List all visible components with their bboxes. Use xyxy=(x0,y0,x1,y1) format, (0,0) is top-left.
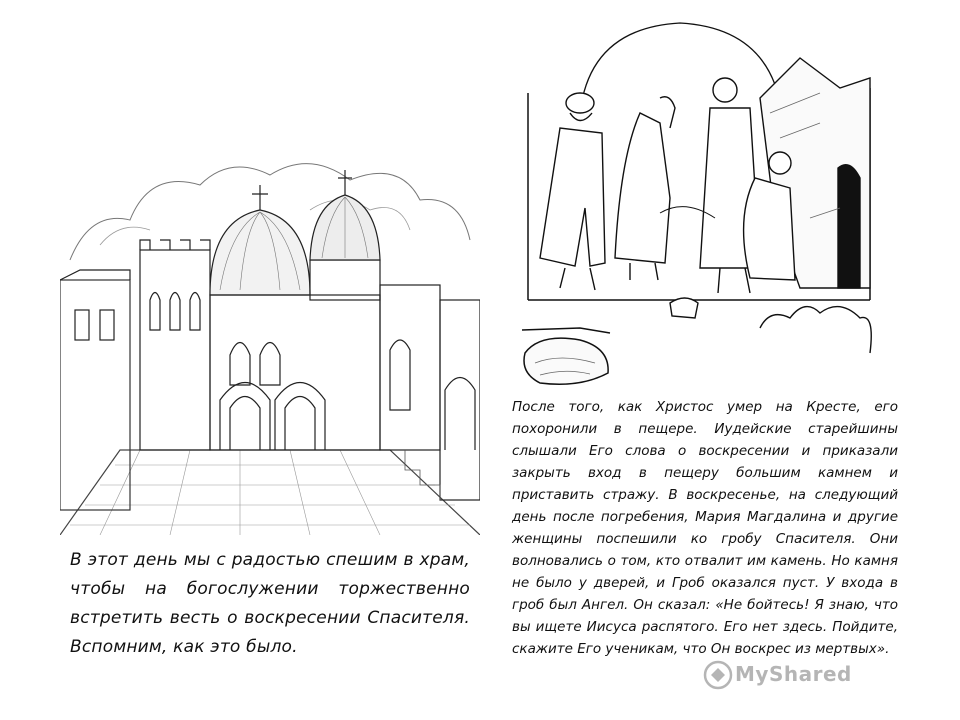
bell-tower xyxy=(140,250,210,450)
entrance-arch xyxy=(220,383,325,451)
cross-icon xyxy=(252,185,268,210)
figure-left xyxy=(540,93,605,290)
right-arch xyxy=(445,378,475,451)
intro-paragraph: В этот день мы с радостью спешим в храм, чтобы на богослужении торжественно встретить весть о воскресении Спасителя. Вспомним, как это было. xyxy=(70,550,470,657)
left-building xyxy=(60,280,130,510)
tomb-entrance xyxy=(838,165,860,288)
story-paragraph: После того, как Христос умер на Кресте, его похоронили в пещере. Иудейские старейшины слышали Его слова о воскресении и приказали закрыть вход в пещеру большим камнем и приставить стражу. В воскресенье, на следующий день после погребения, Мария Магдалина и другие женщины поспешили ко гробу Спасителя. Они волновались о том, кто отвалит им камень. Но камня не было у дверей, и Гроб оказался пуст. У входа в гроб был Ангел. Он сказал: «Не бойтесь! Я знаю, что вы ищете Иисуса распятого. Его нет здесь. Пойдите, скажите Его ученикам, что Он воскрес из мертвых». xyxy=(512,399,898,657)
courtyard-floor xyxy=(60,450,480,535)
big-dome xyxy=(210,210,310,295)
myshared-logo-icon xyxy=(702,660,734,690)
tomb-illustration xyxy=(520,18,880,390)
small-stone xyxy=(670,298,698,318)
watermark: MyShared xyxy=(735,662,852,686)
sun-circle xyxy=(580,23,782,113)
church-illustration xyxy=(60,150,480,535)
facade xyxy=(210,295,380,450)
figure-middle xyxy=(615,97,675,280)
rolled-stone xyxy=(524,338,608,384)
